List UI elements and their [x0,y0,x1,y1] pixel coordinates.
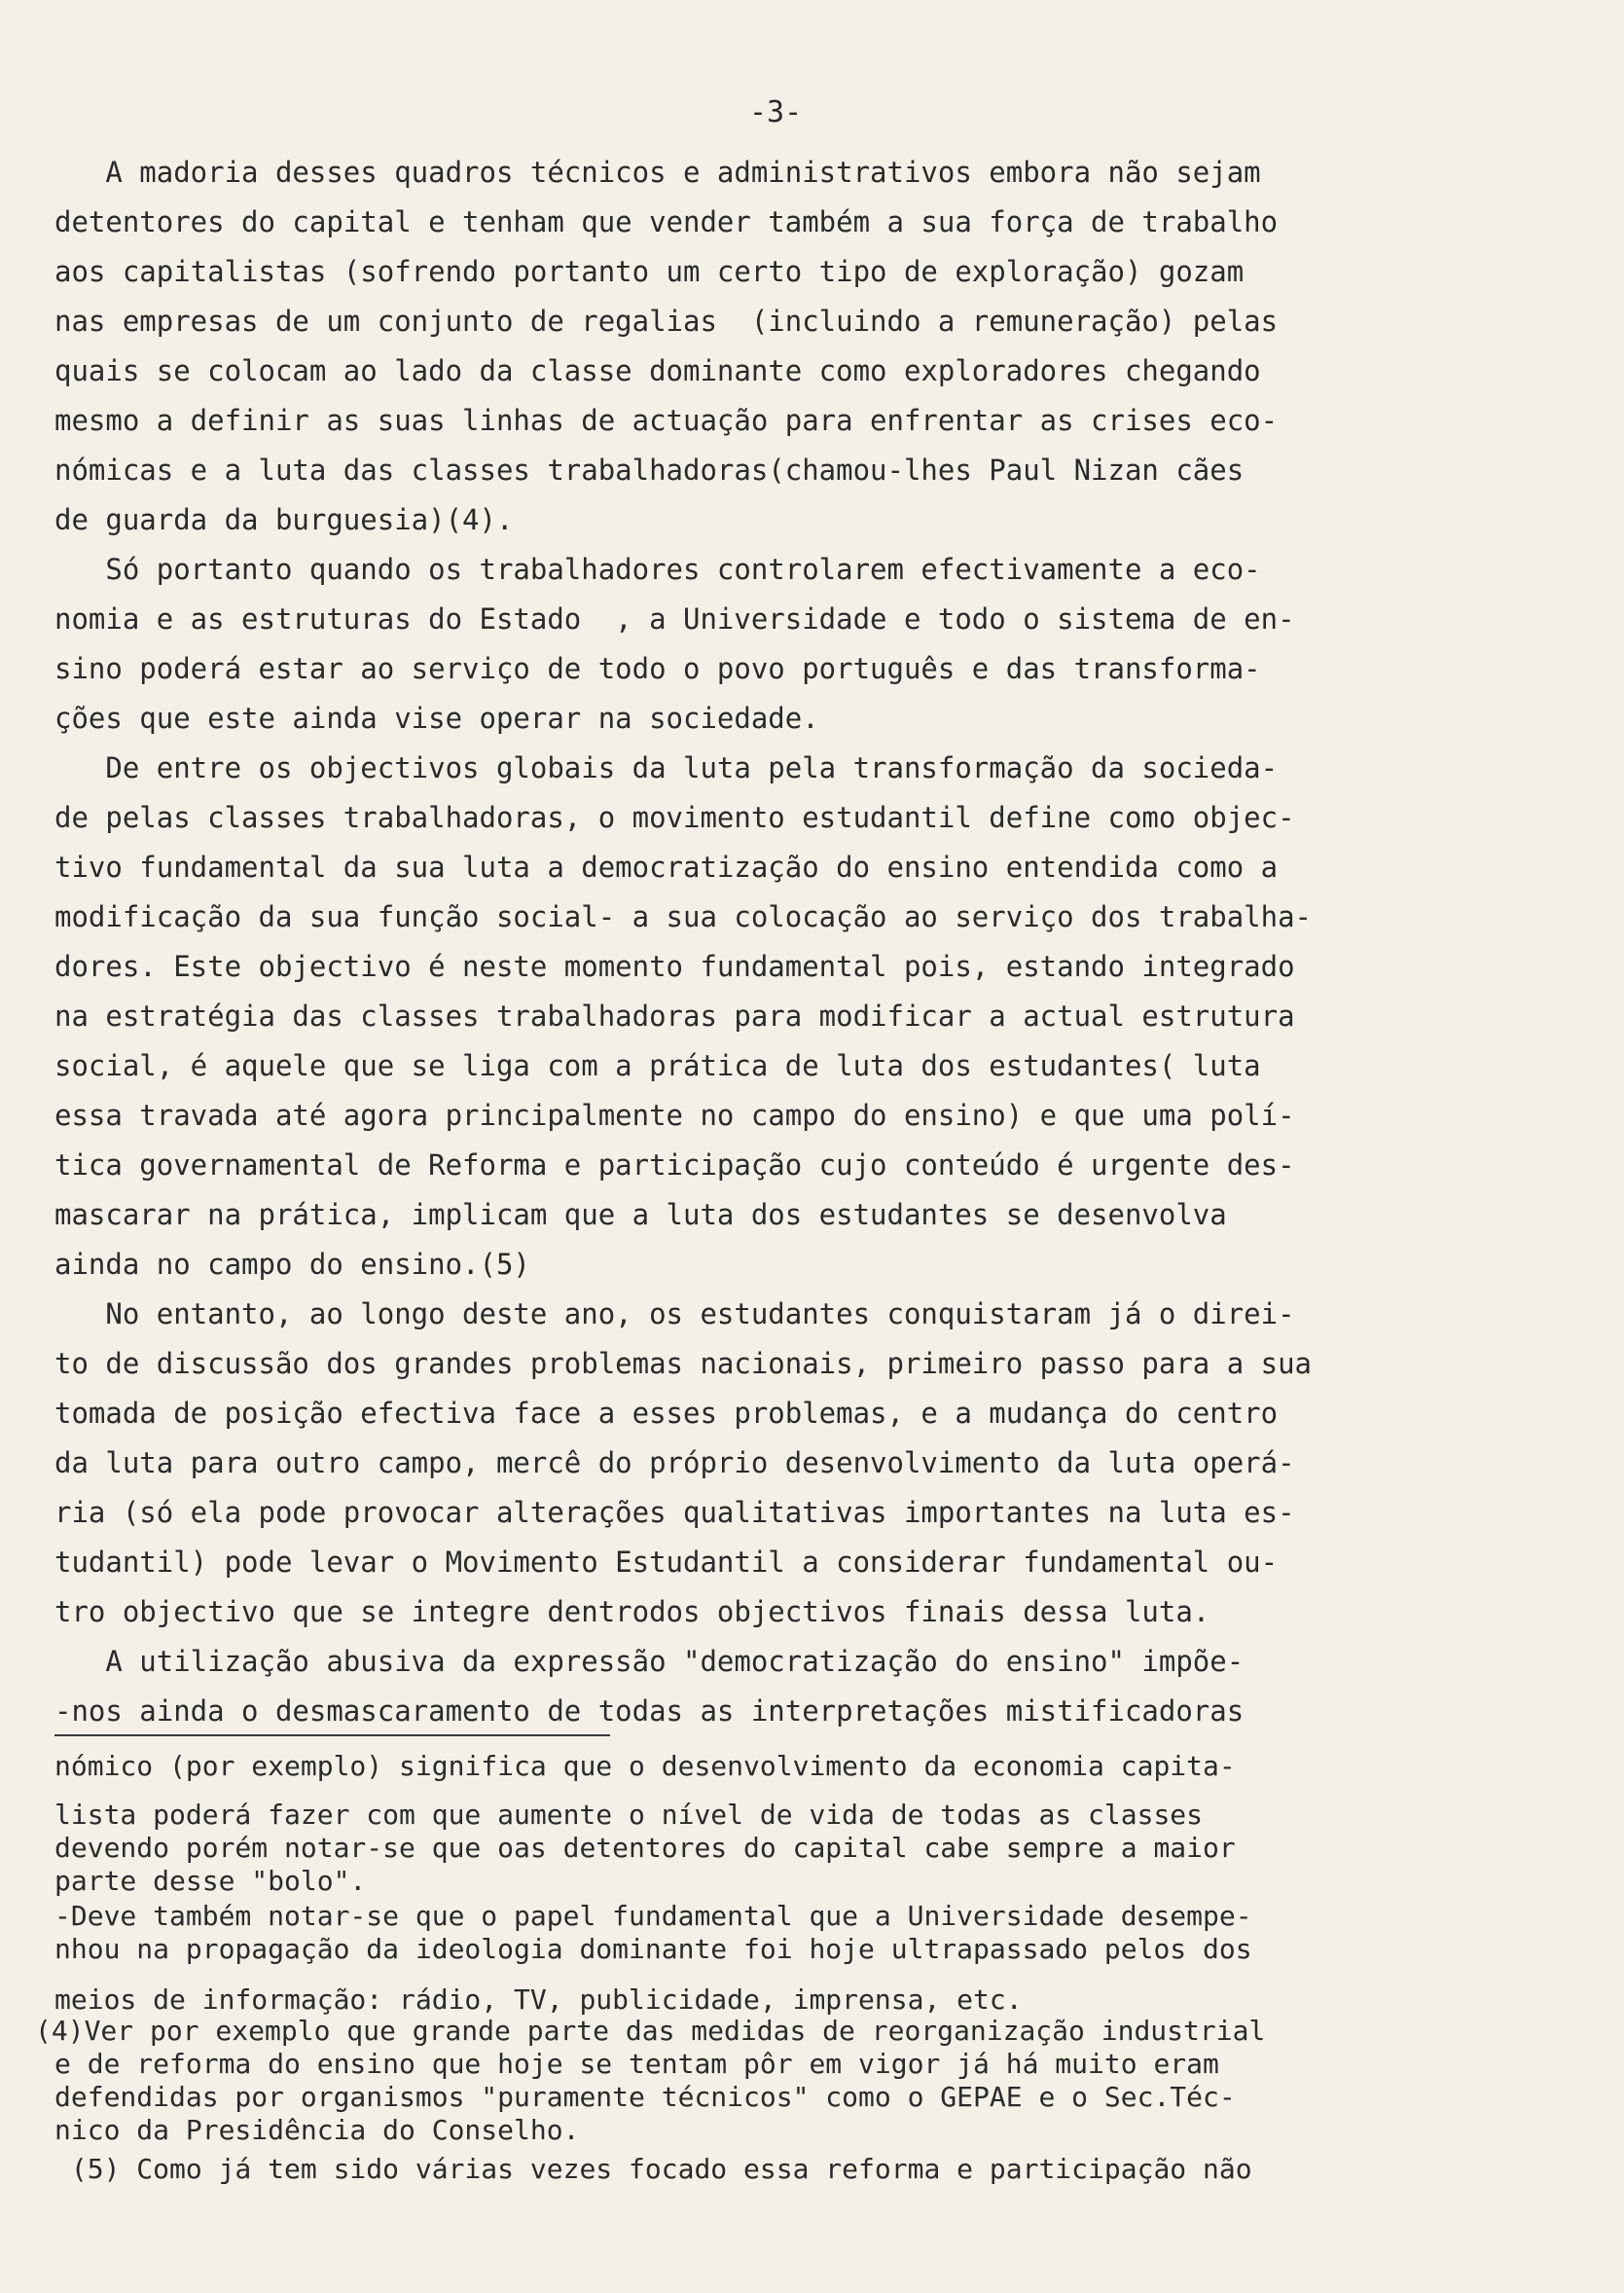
text-line: aos capitalistas (sofrendo portanto um certo tipo de exploração) gozam [54,255,1245,288]
text-line: quais se colocam ao lado da classe dominante como exploradores chegando [54,354,1261,387]
footnote-line: -Deve também notar-se que o papel fundamental que a Universidade desempe- [54,1900,1252,1932]
text-line: tivo fundamental da sua luta a democratização do ensino entendida como a [54,851,1279,884]
text-line: De entre os objectivos globais da luta pela transformação da socieda- [54,751,1279,784]
text-line: social, é aquele que se liga com a prática de luta dos estudantes( luta [54,1049,1261,1082]
footnote-line: lista poderá fazer com que aumente o nível de vida de todas as classes [54,1799,1204,1831]
page-number: -3- [749,95,803,129]
text-line: de pelas classes trabalhadoras, o movimento estudantil define como objec- [54,801,1295,834]
footnote-line: meios de informação: rádio, TV, publicidade, imprensa, etc. [54,1984,1023,2016]
text-line: ções que este ainda vise operar na sociedade. [54,702,819,735]
footnote-line: (5) Como já tem sido várias vezes focado essa reforma e participação não [54,2153,1252,2185]
text-line: sino poderá estar ao serviço de todo o povo português e das transforma- [54,652,1261,685]
text-line: nas empresas de um conjunto de regalias (incluindo a remuneração) pelas [54,305,1279,338]
text-line: nomia e as estruturas do Estado , a Universidade e todo o sistema de en- [54,602,1295,636]
text-line: modificação da sua função social- a sua colocação ao serviço dos trabalha- [54,900,1313,933]
text-line: Só portanto quando os trabalhadores controlarem efectivamente a eco- [54,553,1261,586]
footnote-line: (4)Ver por exemplo que grande parte das medidas de reorganização industrial [35,2015,1266,2047]
text-line: da luta para outro campo, mercê do próprio desenvolvimento da luta operá- [54,1446,1295,1479]
footnote-line: parte desse "bolo". [54,1865,367,1897]
footnote-line: nico da Presidência do Conselho. [54,2114,580,2146]
footnote-separator [54,1734,610,1736]
footnote-line: e de reforma do ensino que hoje se tentam pôr em vigor já há muito eram [54,2048,1219,2080]
text-line: tro objectivo que se integre dentrodos objectivos finais dessa luta. [54,1595,1210,1628]
text-line: mascarar na prática, implicam que a luta dos estudantes se desenvolva [54,1198,1227,1231]
text-line: dores. Este objectivo é neste momento fundamental pois, estando integrado [54,950,1295,983]
text-line: ria (só ela pode provocar alterações qualitativas importantes na luta es- [54,1496,1295,1529]
text-line: tomada de posição efectiva face a esses problemas, e a mudança do centro [54,1397,1279,1430]
text-line: -nos ainda o desmascaramento de todas as interpretações mistificadoras [54,1694,1245,1728]
text-line: ainda no campo do ensino.(5) [54,1248,530,1281]
text-line: detentores do capital e tenham que vender também a sua força de trabalho [54,205,1279,238]
text-line: tica governamental de Reforma e participação cujo conteúdo é urgente des- [54,1148,1295,1182]
text-line: nómicas e a luta das classes trabalhadoras(chamou-lhes Paul Nizan cães [54,454,1245,487]
footnote-line: nhou na propagação da ideologia dominante foi hoje ultrapassado pelos dos [54,1933,1252,1965]
text-line: to de discussão dos grandes problemas nacionais, primeiro passo para a sua [54,1347,1313,1380]
text-line: de guarda da burguesia)(4). [54,503,514,536]
footnote-line: defendidas por organismos "puramente técnicos" como o GEPAE e o Sec.Téc- [54,2081,1236,2113]
text-line: A madoria desses quadros técnicos e administrativos embora não sejam [54,156,1261,189]
text-line: A utilização abusiva da expressão "democratização do ensino" impõe- [54,1645,1245,1678]
text-line: essa travada até agora principalmente no campo do ensino) e que uma polí- [54,1099,1295,1132]
footnote-line: nómico (por exemplo) significa que o desenvolvimento da economia capita- [54,1750,1236,1782]
text-line: tudantil) pode levar o Movimento Estudantil a considerar fundamental ou- [54,1546,1279,1579]
text-line: No entanto, ao longo deste ano, os estudantes conquistaram já o direi- [54,1297,1295,1330]
text-line: mesmo a definir as suas linhas de actuação para enfrentar as crises eco- [54,404,1279,437]
text-line: na estratégia das classes trabalhadoras para modificar a actual estrutura [54,1000,1295,1033]
footnote-line: devendo porém notar-se que oas detentores do capital cabe sempre a maior [54,1832,1236,1864]
